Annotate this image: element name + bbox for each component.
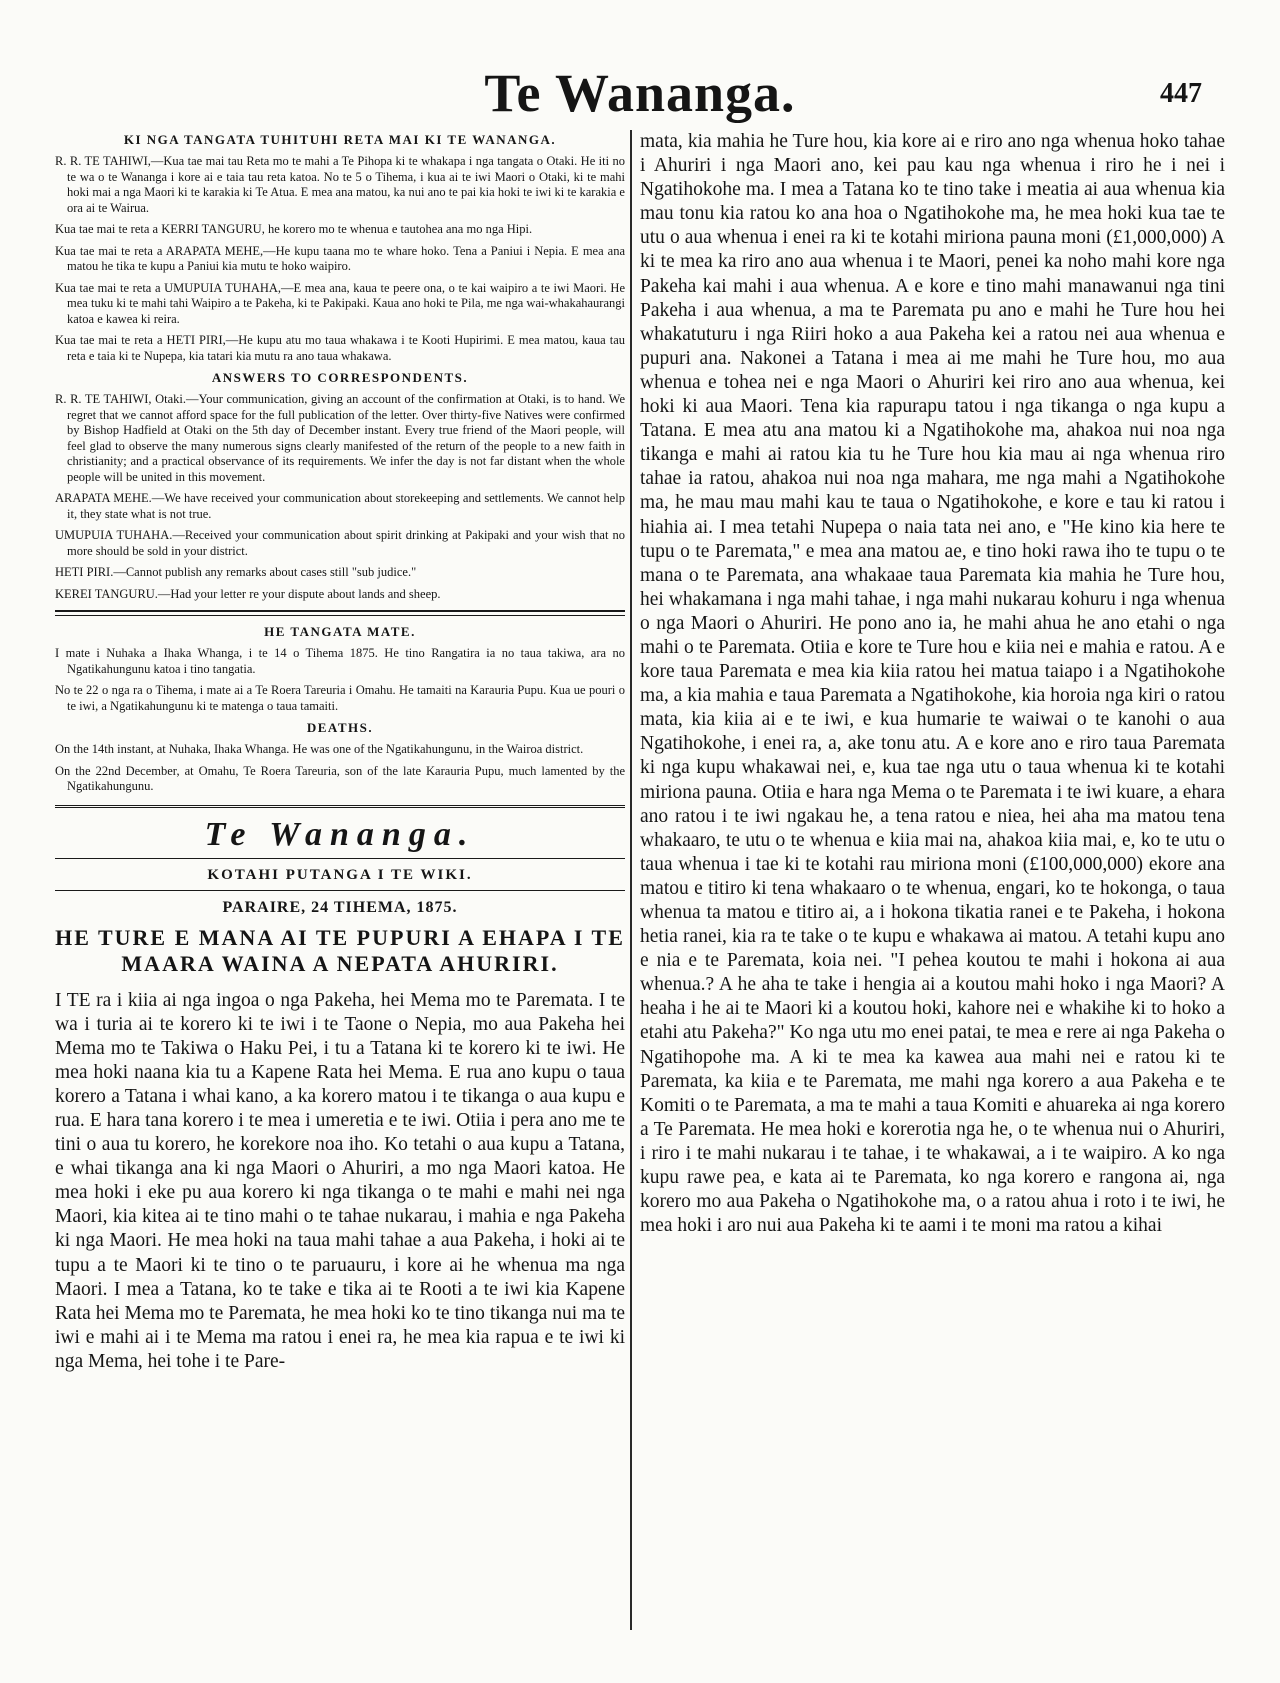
- deaths-maori-list: [55, 646, 625, 714]
- date-line: PARAIRE, 24 TIHEMA, 1875.: [222, 898, 458, 916]
- deaths-english-heading: DEATHS.: [306, 720, 374, 735]
- list-item: Kua tae mai te reta a UMUPUIA TUHAHA,—E mea ana, kaua te peere ona, o te kai waipiro a te iwi Maori. He mea tuku ki te mahi tahi Waipiro a te Pakeha, ki te Pakipaki. Kaua ano hoki te Pila, me nga wai-whakahaurangi katoa e kawea ki reira.: [55, 280, 625, 326]
- deaths-english-list: [55, 742, 625, 795]
- list-item: I mate i Nuhaka a Ihaka Whanga, i te 14 o Tihema 1875. He tino Rangatira ia no taua takiwa, ara no Ngatikahungunu katoa i tino tangatia.: [55, 646, 625, 676]
- article-body-right: mata, kia mahia he Ture hou, kia kore ai e riro ano nga whenua hoko tahae i Ahuriri i nga Maori ano, kei pau kau nga whenua i riro he i nei i Ngatihokohe ma. I mea a Tatana ko te tino take i meatia ai aua whenua kia mau tonu kia ratou ko ana hoa o Ngatihokohe ma, he mea hoki kua tae te utu o aua whenua i enei ra ki te kotahi miriona pauna moni (£1,000,000) A ki te mea ka riro ano aua whenua i te Maori, penei ka noho mahi kore nga Pakeha kai mahi i aua whenua. A e kore e tino mahi manawanui nga tini Pakeha i aua whenua, a ma te Paremata pu ano e mahi he Ture hou hei whakatuturu i nga Riiri hoko a aua Pakeha kei a ratou nei aua whenua e pupuri ana. Nakonei a Tatana i mea ai me mahi he Ture hou, mo aua whenua e tohea nei e nga Maori o Ahuriri kei riro ano aua whenua, kei hoki ki aua Maori. Tena kia rapurapu tatou i nga tikanga o nga kupu a Tatana. E mea atu ana matou ki a Ngatihokohe ma, ahakoa nui noa nga tikanga e mahi ai ratou kia tu he Ture hou kia mau ai nga whenua riro tahae ia ratou, ahakoa nui noa nga mahara, me nga mahi a Ngatihokohe ma, he mau mau mahi kau te taua o Ngatihokohe, e kore e tau ki ratou i hiahia ai. I mea tetahi Nupepa o naia tata nei ano, e "He kino kia here te tupu o te Paremata," e mea ana matou ae, e tino hoki rawa iho te tupu o te mana o te Paremata, ana whakaae taua Paremata kia mahia he Ture hou, hei whakamana i nga mahi tahae, i nga mahi nukarau kohuru i nga whenua o nga Maori o Ahuriri. He pono ano ia, he mahi ahua he ano etahi o nga mahi o te Paremata. Otiia e kore te Ture hou e kiia nei e mahia e ratou. A e kore taua Paremata e mea kia kiia ratou hei matua taiapo i a Ngatihokohe ma, a kia mahia e taua Paremata a Ngatihokohe, kia horoia nga kiri o ratou mata, kia kiia ai e te iwi, e kua humarie te waiwai o te kanohi o aua Ngatihokohe, i enei ra, a, ake tonu atu. A e kore ano e riro taua Paremata ki nga kupu whakawai nei, e, kua tae nga utu o taua whenua ki te kotahi miriona pauna. Otiia e hara nga Mema o te Paremata i te iwi kuare, a ehara ano ratou i te iwi ngakau he, a tena ratou e niea, hei aha ma matou tena whakaaro, te utu o te whenua e kiia mai na, ahakoa kiia mai, e, ko te utu o taua whenua i tae ki te kotahi rau miriona moni (£100,000,000) ekore ana matou e titiro ki tena whakaaro o te whenua, engari, ko te hokonga, o taua whenua ta matou e titiro ai, a i hokona tikatia ranei e te Pakeha, i hokona hetia ranei, kia ra te take o te kupu e whakawa ai matou. A tetahi kupu ano e nia e te Paremata, koia nei. "I pehea koutou te mahi i hokona ai aua whenua.? A he aha te take i hengia ai a koutou mahi hoko i nga Maori? A heaha i he ai te Maori ki a koutou hoki, kahore nei e whakihe ki to hoko a etahi atu Pakeha?" Ko nga utu mo enei patai, te mea e rere ai nga Pakeha o Ngatihopohe ma. A ki te mea ka kawea aua mahi nei e ratou ki te Paremata, ka kiia e te Paremata, me mahi nga korero a aua Pakeha e te Komiti o te Paremata, a ma te mahi a taua Komiti e ahuareka ai nga korero a Te Paremata. He mea hoki e korerotia nga he, o te whenua nui o Ahuriri, i riro i te mahi nukarau i te tahae, i te whakawai, a i te waipiro. A ko nga kupu rawe pea, e kata ai te Paremata, ko nga korero e rangona ai, nga korero mo aua Pakeha o Ngatihokohe ma, o a ratou ahua i roto i te iwi, he mea hoki i aro nui aua Pakeha ki te aami i te moni ma ratou a kihai: [640, 131, 1225, 1237]
- deaths-maori-heading: HE TANGATA MATE.: [264, 624, 416, 639]
- masthead-title: Te Wananga.: [484, 63, 796, 123]
- section-rule: [55, 890, 625, 891]
- correspondents-heading: KI NGA TANGATA TUHITUHI RETA MAI KI TE WANANGA.: [123, 132, 557, 147]
- list-item: KEREI TANGURU.—Had your letter re your dispute about lands and sheep.: [55, 586, 441, 601]
- column-divider: [630, 130, 632, 1630]
- list-item: R. R. TE TAHIWI,—Kua tae mai tau Reta mo te mahi a Te Pihopa ki te whakapa i nga tangata o Otaki. He iti no te wa o te Wananga i kore ai e taia tau reta katoa. No te 5 o Tihema, i kua ai te iwi Maori o Otaki, ki te mahi hoki mai a nga Maori ki te karakia ki Te Atua. E mea ana matou, ka nui ano te pai kia hoki te iwi ki te karakia e ora ai te Wairua.: [55, 154, 625, 215]
- weekly-line: KOTAHI PUTANGA I TE WIKI.: [207, 866, 473, 883]
- page-number: 447: [1160, 78, 1202, 109]
- answers-heading: ANSWERS TO CORRESPONDENTS.: [211, 370, 469, 385]
- list-item: UMUPUIA TUHAHA.—Received your communication about spirit drinking at Pakipaki and your wish that no more should be sold in your district.: [55, 528, 625, 558]
- list-item: On the 22nd December, at Omahu, Te Roera Tareuria, son of the late Karauria Pupu, much lamented by the Ngatikahungunu.: [55, 763, 625, 793]
- list-item: Kua tae mai te reta a KERRI TANGURU, he korero mo te whenua e tautohea ana mo nga Hipi.: [55, 222, 533, 236]
- section-rule: [55, 615, 625, 616]
- list-item: R. R. TE TAHIWI, Otaki.—Your communication, giving an account of the confirmation at Otaki, is to hand. We regret that we cannot afford space for the full publication of the letter. Over thirty-five Natives were confirmed by Bishop Hadfield at Otaki on the 5th day of December instant. Every true friend of the Maori people, will feel glad to observe the many numerous signs clearly manifested of the return of the people to a new faith in christianity; and a practical observance of its requirements. We infer the day is not far distant when the whole people will be united in this movement.: [55, 392, 625, 484]
- section-rule: [55, 610, 625, 612]
- right-column: [640, 130, 1225, 1238]
- paper-title: Te Wananga.: [204, 815, 476, 853]
- list-item: Kua tae mai te reta a HETI PIRI,—He kupu atu mo taua whakawa i te Kooti Hupirimi. E mea matou, kaua tau reta e taia ki te Nupepa, kia tatari kia mutu ra ano taua whakawa.: [55, 333, 625, 363]
- section-rule: [55, 858, 625, 859]
- left-column: [55, 130, 625, 1374]
- list-item: No te 22 o nga ra o Tihema, i mate ai a Te Roera Tareuria i Omahu. He tamaiti na Karauria Pupu. Kua ue pouri o te iwi, a Ngatikahungunu ki te matenga o taua tamaiti.: [55, 683, 625, 713]
- article-body-left: I TE ra i kiia ai nga ingoa o nga Pakeha, hei Mema mo te Paremata. I te wa i turia ai te korero ki te iwi i te Taone o Nepia, mo aua Pakeha hei Mema mo te Takiwa o Haku Pei, i tu a Tatana ki te korero ki te iwi. He mea hoki naana kia tu a Kapene Rata hei Mema. E rua ano kupu o taua korero a Tatana i whai kano, a ka korero matou i te tikanga o aua kupu e rua. E hara tana korero i te mea i umeretia e te iwi. Otiia i pera ano me te tini o aua tu korero, he korekore noa iho. Ko tetahi o aua kupu a Tatana, e whai tikanga ana ki nga Maori o Ahuriri, a mo nga Maori katoa. He mea hoki i eke pu aua korero ki nga tikanga o te mahi e mahi nei nga Maori, kia kitea ai te tino mahi o te tahae nukarau, i mahia e nga Pakeha ki nga Maori. He mea hoki na taua mahi tahae a aua Pakeha, i hoki ai te tupu a te Maori ki te tino o te paruauru, i kore ai he whenua ma nga Maori. I mea a Tatana, ko te take e tika ai te Rooti a te iwi kia Kapene Rata hei Mema mo te Paremata, he mea hoki ko te tino tikanga nui ma te iwi e mahi ai i te Mema ma ratou i enei ra, he mea kia rapua e te iwi ki nga Mema, hei tohe i te Pare-: [55, 989, 625, 1372]
- list-item: Kua tae mai te reta a ARAPATA MEHE,—He kupu taana mo te whare hoko. Tena a Paniui i Nepia. E mea ana matou he tika te kupu a Paniui kia mutu te hoko waipiro.: [55, 243, 625, 273]
- answers-list: [55, 392, 625, 602]
- correspondents-list: [55, 154, 625, 364]
- list-item: HETI PIRI.—Cannot publish any remarks about cases still "sub judice.": [55, 565, 417, 579]
- list-item: On the 14th instant, at Nuhaka, Ihaka Whanga. He was one of the Ngatikahungunu, in the Wairoa district.: [55, 742, 584, 756]
- list-item: ARAPATA MEHE.—We have received your communication about storekeeping and settlements. We cannot help it, they state what is not true.: [55, 491, 625, 521]
- section-rule: [55, 805, 625, 808]
- article-headline: HE TURE E MANA AI TE PUPURI A EHAPA I TE MAARA WAINA A NEPATA AHURIRI.: [55, 924, 625, 976]
